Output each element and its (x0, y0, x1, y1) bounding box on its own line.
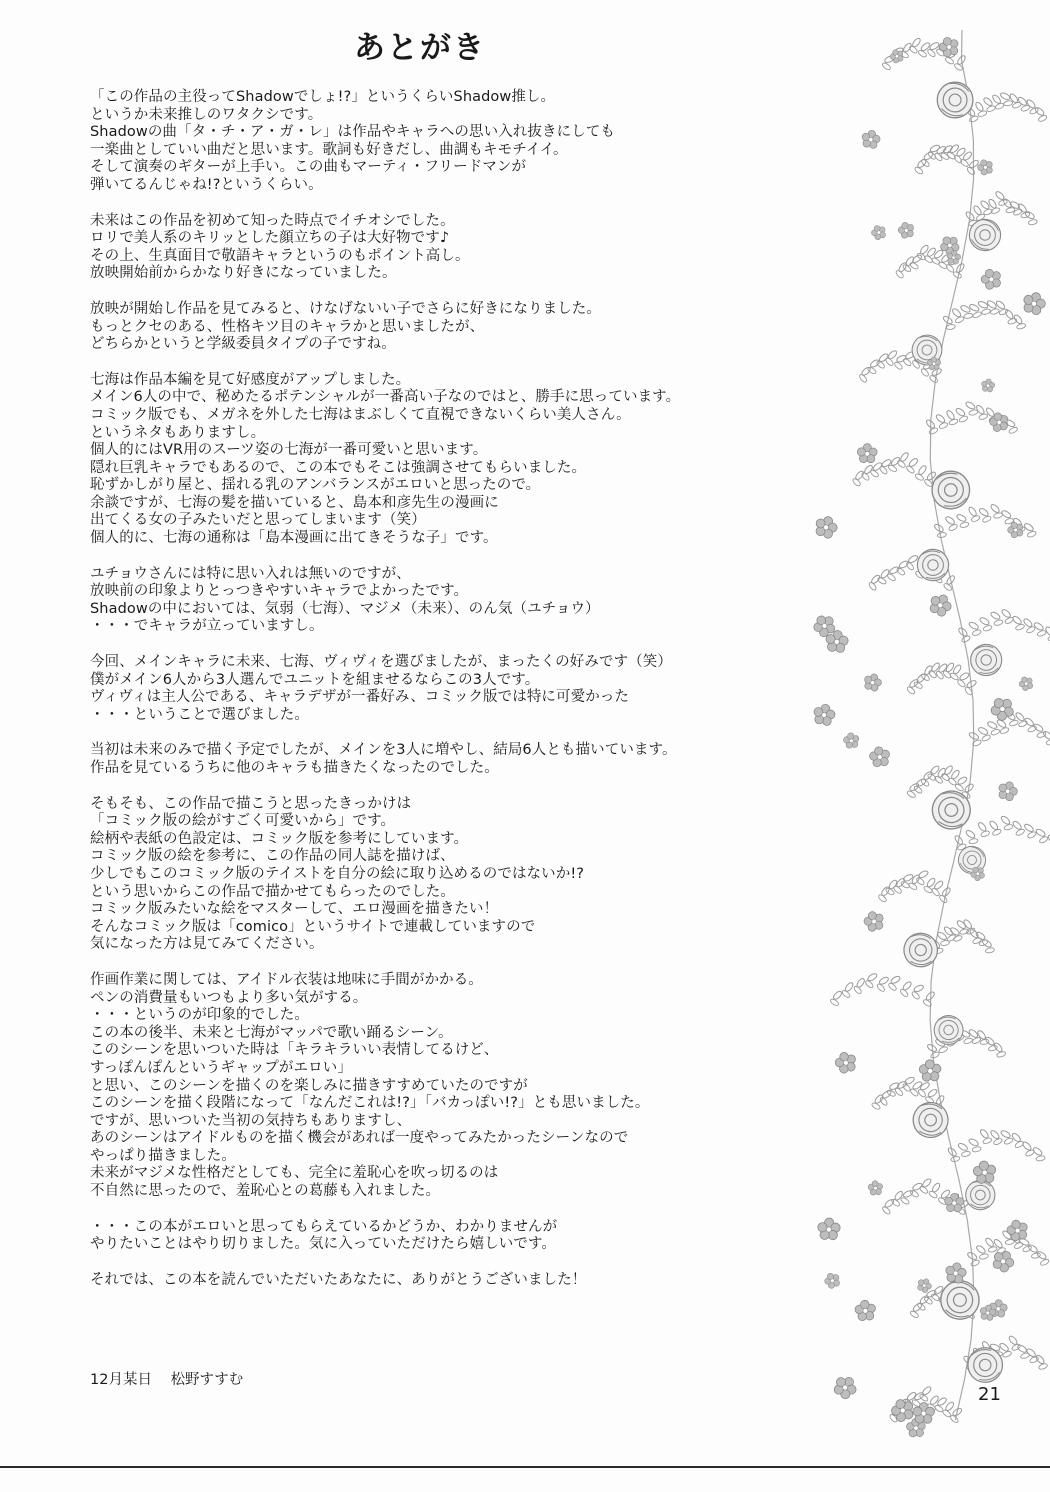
text-line: と思い、このシーンを描くのを楽しみに描きすすめていたのですが (90, 1077, 528, 1094)
leaf-icon (1027, 831, 1037, 839)
leaf-icon (993, 1137, 1003, 1145)
rose-icon (925, 784, 977, 836)
rose-icon (898, 928, 943, 973)
leaf-icon (1035, 828, 1046, 838)
leaf-icon (968, 1138, 979, 1147)
leaf-icon (1037, 630, 1047, 638)
leaf-icon (1029, 107, 1039, 115)
text-line: 「この作品の主役ってShadowでしょ!?」というくらいShadow推し。 (90, 89, 556, 105)
leaf-icon (912, 1182, 923, 1191)
paragraph (90, 566, 840, 636)
leaf-icon (938, 261, 948, 270)
leaf-icon (990, 611, 1001, 621)
paragraph (90, 742, 840, 777)
leaf-icon (902, 358, 912, 367)
small-flower-icon (987, 693, 1018, 724)
text-line: コミック版でも、メガネを外した七海はまぶしくて直視できないくらい美人さん。 (90, 406, 631, 423)
leaf-icon (982, 624, 992, 631)
leaf-icon (984, 1237, 994, 1248)
signature-author: 松野すすむ (170, 1372, 244, 1388)
small-flower-icon (817, 1218, 840, 1240)
leaf-icon (906, 686, 916, 695)
leaf-icon (986, 299, 997, 309)
leaf-icon (1003, 824, 1013, 831)
leaf-icon (985, 947, 995, 953)
leaf-icon (1009, 719, 1019, 726)
text-line: 気になった方は見てみてください。 (90, 936, 324, 953)
leaf-icon (1000, 92, 1011, 101)
leaf-icon (1004, 309, 1014, 320)
text-line: 作画作業に関しては、アイドル衣装は地味に手間がかかる。 (90, 971, 483, 988)
small-flower-icon (812, 702, 837, 726)
text-line: ユチョウさんには特に思い入れは無いのですが、 (90, 565, 411, 582)
small-flower-icon (1005, 519, 1026, 541)
afterword-body (90, 89, 840, 1307)
leaf-icon (864, 979, 874, 989)
text-line: という思いからこの作品で描かせてもらったのでした。 (90, 883, 455, 900)
leaf-icon (1038, 114, 1048, 122)
leaf-icon (1015, 828, 1025, 836)
text-line: 余談ですが、七海の髪を描いていると、島本和彦先生の漫画に (90, 494, 499, 511)
text-line: このシーンを思いついた時は「キラキラいい表情してるけど、 (90, 1042, 499, 1059)
leaf-icon (1046, 739, 1050, 746)
text-line: 個人的にはVR用のスーツ姿の七海が一番可愛いと思います。 (90, 442, 488, 459)
text-line: そして演奏のギターが上手い。この曲もマーティ・フリードマンが (90, 159, 527, 176)
text-line: 出てくる女の子みたいだと思ってしまいます（笑） (90, 512, 426, 529)
leaf-icon (928, 427, 938, 435)
leaf-icon (945, 515, 956, 525)
leaf-icon (955, 316, 965, 324)
leaf-icon (1011, 615, 1022, 625)
text-line: そもそも、この作品で描こうと思ったきっかけは (90, 795, 412, 812)
small-flower-icon (862, 672, 883, 693)
small-flower-icon (936, 33, 962, 60)
leaf-icon (965, 829, 976, 839)
small-flower-icon (896, 219, 917, 241)
leaf-icon (971, 515, 981, 523)
leaf-icon (998, 308, 1008, 316)
leaf-icon (930, 1051, 940, 1059)
paragraph (90, 213, 840, 283)
leaf-icon (1009, 93, 1019, 104)
text-line: ・・・ということで選びました。 (90, 706, 309, 723)
page-number: 21 (978, 1384, 1001, 1405)
text-line: メイン6人の中で、秘めたるポテンシャルが一番高い子なのではと、勝手に思っています。 (90, 389, 681, 406)
leaf-icon (977, 110, 987, 118)
leaf-icon (917, 49, 927, 58)
text-line: どちらかというと学級委員タイプの子ですね。 (90, 336, 396, 353)
small-flower-icon (927, 591, 955, 619)
text-line: 隠れ巨乳キャラでもあるので、この本でもそこは強調させてもらいました。 (90, 459, 587, 476)
leaf-icon (937, 532, 947, 538)
leaf-icon (1004, 1137, 1014, 1145)
leaf-icon (959, 521, 969, 528)
text-line: やりたいことはやり切りました。気に入っていただけたら嬉しいです。 (90, 1236, 557, 1253)
leaf-icon (871, 1102, 881, 1111)
leaf-icon (938, 422, 948, 430)
leaf-icon (881, 1206, 891, 1216)
paragraph (90, 89, 840, 195)
text-line: 未来がマジメな性格だとしても、完全に羞恥心を吹っ切るのは (90, 1165, 499, 1182)
leaf-icon (988, 1045, 998, 1052)
leaf-icon (999, 1342, 1010, 1352)
leaf-icon (1022, 1245, 1032, 1253)
leaf-icon (889, 1082, 900, 1091)
leaf-icon (1036, 731, 1046, 738)
text-line: あのシーンはアイドルものを描く機会があれば一度やってみたかったシーンなので (90, 1130, 629, 1147)
leaf-icon (990, 503, 1001, 514)
leaf-icon (914, 166, 924, 175)
leaf-icon (1031, 1252, 1041, 1259)
leaf-icon (893, 361, 903, 370)
text-line: 一楽曲としていい曲だと思います。歌詞も好きだし、曲調もキモチイイ。 (90, 141, 568, 158)
leaf-icon (919, 1185, 929, 1194)
leaf-icon (979, 1128, 989, 1139)
text-line: それでは、この本を読んでいただいたあなたに、ありがとうございました！ (90, 1271, 587, 1288)
leaf-icon (944, 56, 954, 65)
signature-date: 12月某日 (90, 1372, 152, 1388)
leaf-icon (876, 983, 886, 993)
small-flower-icon (1017, 674, 1036, 693)
leaf-icon (972, 1146, 982, 1153)
small-flower-icon (822, 1270, 843, 1291)
small-flower-icon (981, 378, 996, 393)
text-line: 少しでもこのコミック版のテイストを自分の絵に取り込めるのではないか!? (90, 865, 585, 882)
text-line: このシーンを描く段階になって「なんだこれは!?」「バカっぽい!?」とも思いました。 (90, 1095, 650, 1112)
leaf-icon (881, 62, 891, 71)
text-line: Shadowの中においては、気弱（七海）、マジメ（未来）、のん気（ユチョウ） (90, 600, 600, 617)
leaf-icon (966, 166, 976, 176)
leaf-icon (961, 635, 971, 643)
leaf-icon (911, 991, 921, 1001)
text-line: ヴィヴィは主人公である、キャラデザが一番好み、コミック版では特に可愛かった (90, 689, 630, 706)
text-line: 弾いてるんじゃね!?というくらい。 (90, 176, 323, 193)
leaf-icon (1034, 106, 1045, 116)
leaf-icon (1023, 823, 1034, 833)
text-line: すっぽんぽんというギャップがエロい」 (90, 1059, 352, 1076)
text-line: Shadowの曲「タ・チ・ア・ガ・レ」は作品やキャラへの思い入れ抜きにしても (90, 124, 616, 141)
leaf-icon (900, 1197, 910, 1206)
leaf-icon (938, 1046, 948, 1054)
text-line: コミック版みたいな絵をマスターして、エロ漫画を描きたい！ (90, 901, 499, 918)
leaf-icon (920, 368, 930, 378)
leaf-icon (1026, 626, 1036, 634)
leaf-icon (979, 1253, 989, 1260)
leaf-icon (957, 1142, 968, 1152)
leaf-icon (1001, 509, 1012, 519)
small-flower-icon (857, 443, 877, 462)
leaf-icon (1035, 1354, 1046, 1365)
leaf-icon (981, 308, 991, 315)
leaf-icon (972, 629, 982, 636)
text-line: というネタもありますし。 (90, 424, 266, 441)
small-flower-icon (860, 129, 881, 150)
page-title: あとがき (354, 30, 486, 66)
text-line: 放映前の印象よりとっつきやすいキャラでよかったです。 (90, 583, 469, 600)
text-line: 僕がメイン6人から3人選んでユニットを組ませるならこの3人です。 (90, 671, 540, 688)
text-line: 不自然に思ったので、羞恥心との葛藤も入れました。 (90, 1183, 441, 1200)
paragraph (90, 654, 840, 724)
text-line: コミック版の絵を参考に、この作品の同人誌を描けば、 (90, 848, 455, 865)
text-line: 七海は作品本編を見て好感度がアップしました。 (90, 371, 411, 388)
small-flower-icon (975, 157, 996, 178)
text-line: 放映が開始し作品を見てみると、けなげないい子でさらに好きになりました。 (90, 300, 601, 317)
leaf-icon (980, 1039, 990, 1045)
text-line: というか未来推しのワタクシです。 (90, 106, 323, 123)
rose-icon (968, 642, 1005, 679)
leaf-icon (945, 409, 955, 420)
leaf-icon (983, 96, 994, 106)
leaf-icon (909, 1088, 919, 1098)
leaf-icon (993, 1042, 1003, 1053)
leaf-icon (984, 1036, 995, 1046)
leaf-icon (1023, 522, 1034, 532)
leaf-icon (889, 566, 900, 575)
leaf-icon (948, 523, 958, 531)
small-flower-icon (1021, 290, 1048, 317)
leaf-icon (909, 1310, 919, 1319)
leaf-icon (1028, 219, 1038, 226)
leaf-icon (927, 48, 937, 58)
leaf-icon (990, 308, 1000, 315)
text-line: この本の後半、未来と七海がマッパで歌い踊るシーン。 (90, 1024, 453, 1041)
paragraph (90, 796, 840, 954)
leaf-icon (963, 1037, 973, 1044)
paragraph (90, 1272, 840, 1290)
leaf-icon (968, 621, 979, 631)
leaf-icon (956, 679, 966, 688)
small-flower-icon (813, 513, 840, 540)
text-line: ロリで美人系のキリッとした顔立ちの子は大好物です♪ (90, 230, 450, 247)
small-flower-icon (842, 730, 862, 750)
text-line: 個人的に、七海の通称は「島本漫画に出てきそうな子」です。 (90, 530, 498, 547)
small-flower-icon (869, 222, 889, 242)
small-flower-icon (832, 1048, 860, 1076)
leaf-icon (965, 401, 976, 411)
leaf-icon (987, 720, 998, 729)
text-line: 今回、メインキャラに未来、七海、ヴィヴィを選びましたが、まったくの好みです（笑） (90, 654, 672, 671)
paragraph (90, 301, 840, 354)
text-line: ・・・というのが印象的でした。 (90, 1007, 309, 1024)
leaf-icon (1038, 1363, 1048, 1370)
leaf-icon (1002, 1350, 1012, 1358)
leaf-icon (1008, 426, 1018, 434)
leaf-icon (979, 616, 990, 626)
text-line: 絵柄や表紙の色設定は、コミック版を参考にしています。 (90, 830, 469, 847)
text-line: そんなコミック版は「comico」というサイトで連載していますので (90, 918, 536, 935)
rose-icon (930, 469, 971, 510)
leaf-icon (906, 790, 916, 799)
leaf-icon (980, 830, 990, 838)
leaf-icon (972, 937, 982, 945)
leaf-icon (1029, 1356, 1039, 1364)
leaf-icon (1027, 530, 1037, 538)
text-line: 恥ずかしがり屋と、揺れる乳のアンバランスがエロいと思ったので。 (90, 477, 541, 494)
leaf-icon (981, 734, 991, 742)
small-flower-icon (853, 1297, 879, 1324)
leaf-icon (917, 1088, 927, 1098)
text-line: その上、生真面目で敬語キャラというのもポイント高し。 (90, 247, 470, 264)
text-line: 「コミック版の絵がすごく可愛いから」です。 (90, 813, 396, 830)
text-line: 未来はこの作品を初めて知った時点でイチオシでした。 (90, 212, 455, 229)
leaf-icon (1014, 1242, 1024, 1250)
leaf-icon (977, 726, 988, 735)
leaf-icon (990, 728, 1000, 736)
leaf-icon (999, 727, 1009, 735)
text-line: やっぱり描きました。 (90, 1147, 236, 1164)
leaf-icon (1002, 198, 1012, 209)
leaf-icon (1015, 623, 1025, 631)
leaf-icon (950, 1156, 960, 1162)
leaf-icon (1032, 1146, 1043, 1156)
leaf-icon (869, 359, 880, 369)
text-line: 作品を見ているうちに他のキャラも描きたくなったのでした。 (90, 760, 499, 776)
leaf-icon (964, 313, 974, 319)
leaf-icon (1040, 1258, 1050, 1266)
text-line: 当初は未来のみで描く予定でしたが、メインを3人に増やし、結局6人とも描いています。 (90, 742, 677, 759)
leaf-icon (948, 418, 958, 425)
floral-border-decoration (812, 20, 1050, 1460)
leaf-icon (988, 1246, 998, 1253)
leaf-icon (1016, 323, 1026, 330)
leaf-icon (1026, 1347, 1037, 1357)
leaf-icon (961, 1151, 971, 1158)
small-flower-icon (867, 743, 893, 770)
leaf-icon (978, 413, 988, 420)
small-flower-icon (861, 908, 888, 935)
leaf-icon (887, 464, 897, 473)
leaf-icon (978, 507, 989, 517)
text-line: もっとクセのある、性格キツ目のキャラかと思いましたが、 (90, 318, 485, 335)
leaf-icon (888, 982, 898, 991)
signature (90, 1368, 257, 1389)
small-flower-icon (867, 1179, 886, 1198)
small-flower-icon (978, 265, 1005, 292)
leaf-icon (986, 105, 996, 113)
rose-icon (907, 1096, 954, 1143)
paragraph (90, 1219, 840, 1254)
leaf-icon (969, 838, 979, 844)
leaf-icon (877, 576, 887, 585)
leaf-icon (958, 415, 968, 423)
leaf-icon (1027, 1244, 1038, 1254)
leaf-icon (923, 885, 933, 894)
leaf-icon (1000, 815, 1011, 826)
leaf-icon (1017, 1344, 1028, 1354)
leaf-icon (1000, 1129, 1011, 1139)
rose-icon (930, 75, 980, 125)
text-line: 放映開始前からかなり好きになっていました。 (90, 265, 397, 282)
leaf-icon (935, 413, 946, 423)
leaf-icon (970, 1259, 980, 1267)
leaf-icon (956, 513, 967, 522)
leaf-icon (975, 1244, 986, 1254)
text-line: ですが、思いついた当初の気持ちもありますし、 (90, 1112, 412, 1129)
text-line: ・・・この本がエロいと思ってもらえているかどうか、わかりませんが (90, 1218, 558, 1235)
leaf-icon (1017, 96, 1028, 107)
leaf-icon (1039, 836, 1049, 845)
small-flower-icon (917, 1057, 944, 1085)
leaf-icon (1033, 723, 1044, 733)
leaf-icon (995, 102, 1005, 110)
leaf-icon (952, 271, 962, 280)
leaf-icon (902, 1189, 913, 1198)
leaf-icon (1003, 100, 1013, 106)
leaf-icon (829, 998, 839, 1007)
leaf-icon (929, 374, 939, 383)
small-flower-icon (830, 1372, 860, 1402)
leaf-icon (1020, 1352, 1030, 1359)
leaf-icon (993, 619, 1003, 626)
leaf-icon (905, 465, 915, 474)
leaf-icon (996, 1051, 1006, 1058)
leaf-icon (992, 828, 1002, 836)
paragraph (90, 372, 840, 548)
leaf-icon (1036, 1250, 1047, 1260)
paragraph (90, 972, 840, 1201)
small-flower-icon (987, 409, 1012, 434)
leaf-icon (1036, 1155, 1046, 1161)
text-line: ・・・でキャラが立っていますし。 (90, 618, 324, 635)
leaf-icon (982, 1137, 992, 1145)
leaf-icon (955, 407, 966, 417)
leaf-icon (972, 311, 982, 319)
leaf-icon (879, 465, 889, 475)
leaf-icon (982, 515, 992, 523)
text-line: ペンの消費量もいつもより多い気がする。 (90, 989, 368, 1006)
small-flower-icon (996, 779, 1020, 802)
page-bottom-rule (0, 1466, 1050, 1468)
